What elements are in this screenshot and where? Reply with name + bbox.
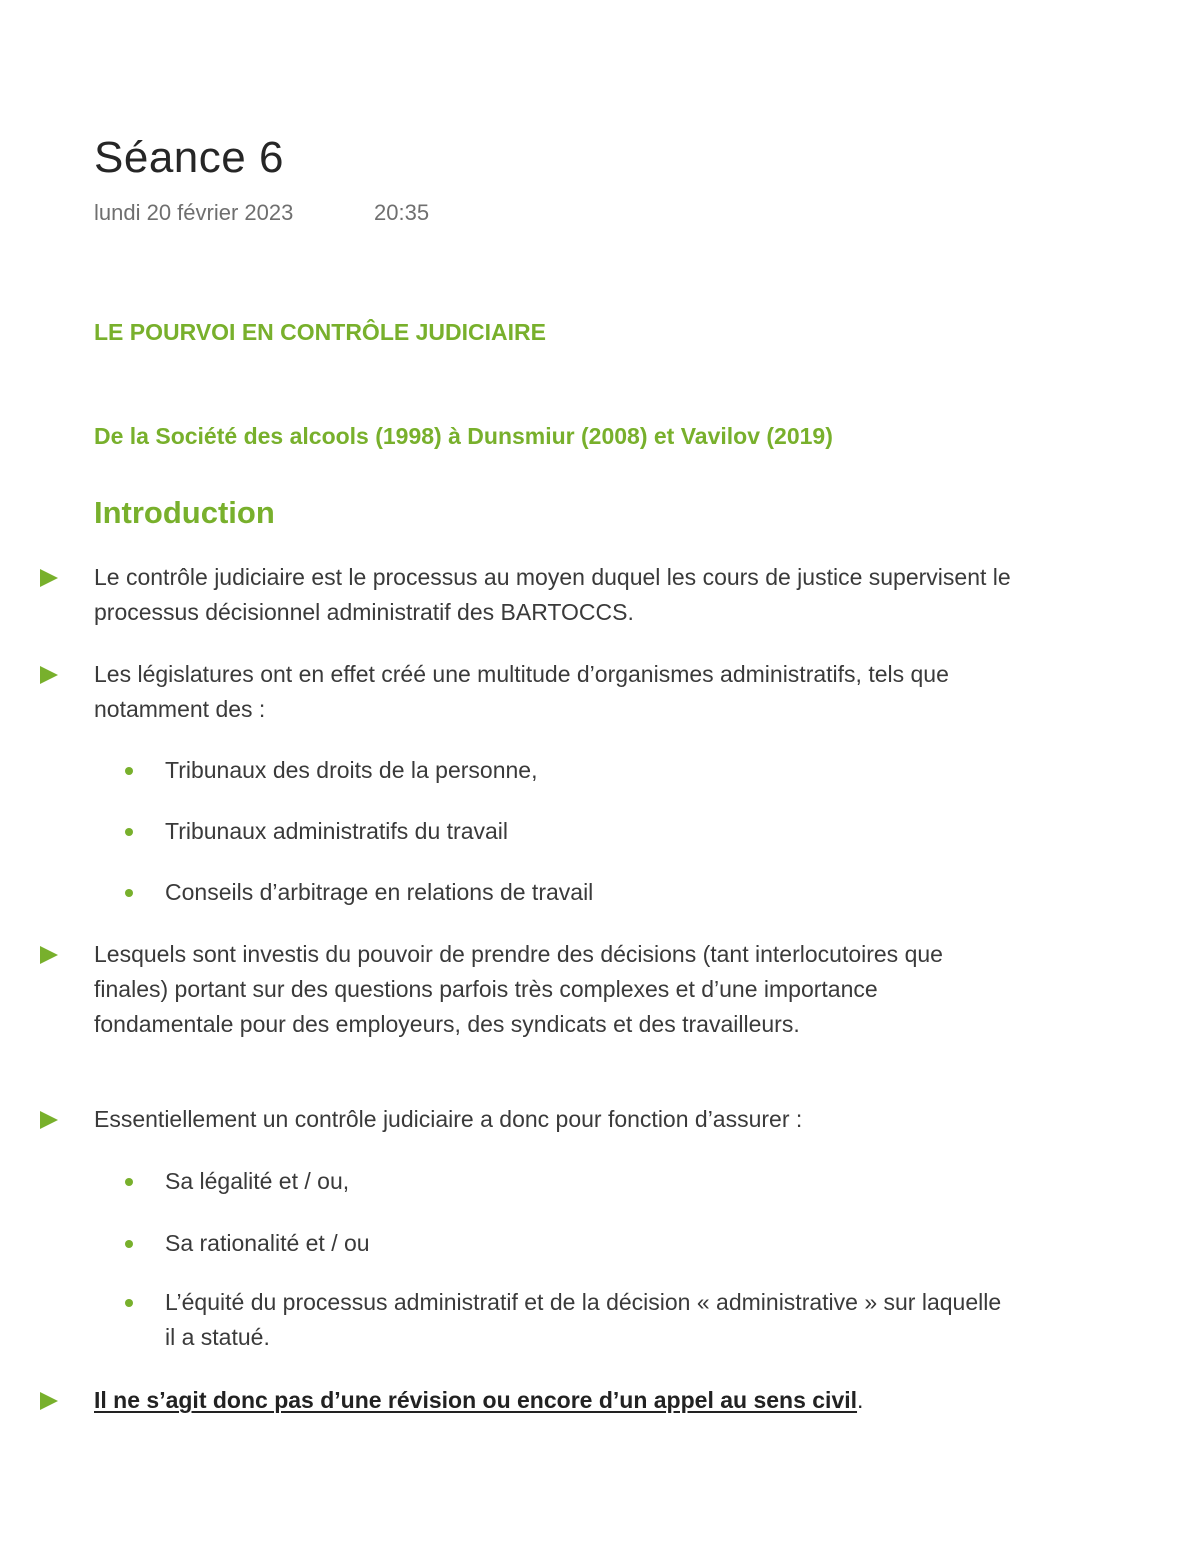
- page-time: 20:35: [374, 200, 430, 225]
- sub-list-item: Sa rationalité et / ou: [165, 1230, 370, 1256]
- round-bullet-icon: [125, 889, 133, 897]
- arrow-bullet-icon: [40, 569, 58, 587]
- sub-list-item: Conseils d’arbitrage en relations de travail: [165, 879, 594, 905]
- section-heading: LE POURVOI EN CONTRÔLE JUDICIAIRE: [94, 319, 546, 345]
- sub-list-item: L’équité du processus administratif et de la décision « administrative » sur laquelle il a statué.: [165, 1289, 1002, 1350]
- arrow-bullet-icon: [40, 1111, 58, 1129]
- round-bullet-icon: [125, 828, 133, 836]
- sub-list-item: Tribunaux administratifs du travail: [165, 818, 509, 844]
- bullet-paragraph: Les législatures ont en effet créé une multitude d’organismes administratifs, tels que notamment des :: [94, 661, 949, 722]
- introduction-heading: Introduction: [94, 495, 275, 530]
- conclusion-bullet: [94, 1383, 863, 1418]
- arrow-bullet-icon: [40, 666, 58, 684]
- bullet-paragraph: Le contrôle judiciaire est le processus au moyen duquel les cours de justice supervisent le processus décisionnel administratif des BARTOCCS.: [94, 564, 1011, 625]
- round-bullet-icon: [125, 1178, 133, 1186]
- round-bullet-icon: [125, 767, 133, 775]
- page-title: Séance 6: [94, 133, 284, 182]
- conclusion-period: .: [857, 1387, 864, 1413]
- sub-list-item: Tribunaux des droits de la personne,: [165, 757, 538, 783]
- sub-list-item: Sa légalité et / ou,: [165, 1168, 350, 1194]
- bullet-paragraph: Essentiellement un contrôle judiciaire a donc pour fonction d’assurer :: [94, 1106, 803, 1132]
- arrow-bullet-icon: [40, 1392, 58, 1410]
- bullet-paragraph: Lesquels sont investis du pouvoir de prendre des décisions (tant interlocutoires que finales) portant sur des questions parfois très complexes et d’une importance fondamentale pour des employeurs, des syndicats et des travailleurs.: [94, 941, 943, 1037]
- round-bullet-icon: [125, 1240, 133, 1248]
- arrow-bullet-icon: [40, 946, 58, 964]
- conclusion-underlined-text: Il ne s’agit donc pas d’une révision ou encore d’un appel au sens civil: [94, 1387, 858, 1413]
- page-date: lundi 20 février 2023: [94, 200, 294, 225]
- round-bullet-icon: [125, 1299, 133, 1307]
- subsection-heading: De la Société des alcools (1998) à Dunsmiur (2008) et Vavilov (2019): [94, 423, 833, 449]
